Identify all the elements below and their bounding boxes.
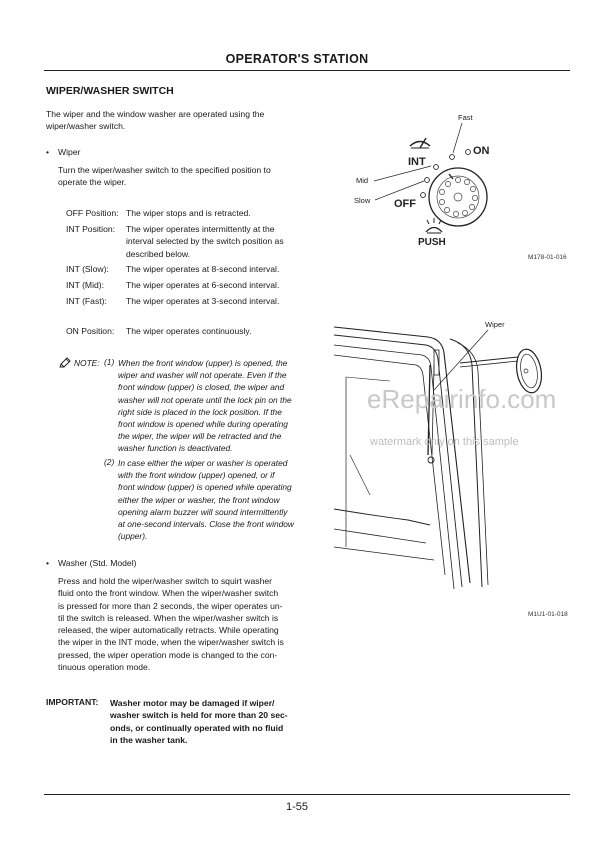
wiper-bullet-label: • Wiper xyxy=(58,146,80,158)
position-desc: The wiper operates at 3-second interval. xyxy=(126,296,280,306)
mid-dot xyxy=(425,178,430,183)
figure1-code: M178-01-016 xyxy=(528,254,567,261)
watermark-sub: watermark only on this sample xyxy=(370,436,519,448)
wiper-description xyxy=(58,164,323,189)
off-label: OFF xyxy=(394,198,416,210)
position-term: INT (Fast): xyxy=(66,296,107,306)
note-item-2 xyxy=(118,457,323,542)
important-line: onds, or continually operated with no fluid xyxy=(110,722,284,733)
position-desc: The wiper operates at 8-second interval. xyxy=(126,264,280,274)
figure2-code: M1U1-01-018 xyxy=(528,611,568,618)
note-line: the wiper, the wiper will be retracted and the xyxy=(118,431,282,442)
fast-dot xyxy=(450,155,455,160)
slow-label: Slow xyxy=(354,196,371,205)
washer-line: the wiper in the INT mode, when the wiper/washer switch is xyxy=(58,637,284,648)
note-line: opening alarm buzzer will sound intermittently xyxy=(118,506,288,517)
note-line: washer will not operate until the lock pin on the xyxy=(118,394,292,405)
position-desc: The wiper operates continuously. xyxy=(126,326,252,336)
mid-label: Mid xyxy=(356,176,369,185)
fast-label: Fast xyxy=(458,113,473,122)
washer-line: til the switch is released. When the wiper/washer switch is xyxy=(58,612,279,623)
on-dot xyxy=(466,150,471,155)
mid-leader xyxy=(374,166,431,181)
washer-line: released, the wiper automatically retracts. While operating xyxy=(58,625,279,636)
important-line: washer switch is held for more than 20 sec- xyxy=(110,710,288,721)
note-line: front window is opened while during operating xyxy=(118,419,288,430)
note-item-number: (2) xyxy=(104,457,115,467)
header-rule xyxy=(44,70,570,71)
position-term: OFF Position: xyxy=(66,208,119,218)
position-desc-line: The wiper operates intermittently at the xyxy=(126,224,275,234)
position-desc-line: described below. xyxy=(126,248,191,259)
wiper-symbol-icon xyxy=(410,138,430,148)
important-label: IMPORTANT: xyxy=(46,697,99,707)
note-line: with the front window (upper) opened, or if xyxy=(118,470,275,481)
important-line: Washer motor may be damaged if wiper/ xyxy=(110,698,275,708)
footer-rule xyxy=(44,794,570,795)
note-label: NOTE: xyxy=(74,358,100,368)
note-line: (upper). xyxy=(118,531,148,542)
position-desc: The wiper operates at 6-second interval. xyxy=(126,280,280,290)
wiper-desc-line: operate the wiper. xyxy=(58,177,127,188)
washer-line: tinuous operation mode. xyxy=(58,662,151,673)
washer-line: fluid onto the front window. When the wiper/washer switch xyxy=(58,588,279,599)
position-term: INT (Mid): xyxy=(66,280,105,290)
cab-window-figure xyxy=(330,315,580,605)
washer-line: pressed, the wiper operation mode is changed to the con- xyxy=(58,649,278,660)
position-term: INT (Slow): xyxy=(66,264,109,274)
note-pencil-icon xyxy=(58,356,72,374)
washer-line: is pressed for more than 2 seconds, the wiper operates un- xyxy=(58,600,283,611)
wiper-switch-figure xyxy=(340,105,580,270)
on-label: ON xyxy=(473,145,490,157)
position-desc: The wiper stops and is retracted. xyxy=(126,208,251,218)
positions-list xyxy=(66,207,326,337)
watermark-main: eRepairinfo.com xyxy=(367,384,557,414)
off-dot xyxy=(421,193,426,198)
position-desc-line: interval selected by the switch position as xyxy=(126,236,284,247)
position-term: INT Position: xyxy=(66,224,116,234)
push-label: PUSH xyxy=(418,237,446,248)
intro-line: The wiper and the window washer are operated using the xyxy=(46,109,265,119)
note-line: In case either the wiper or washer is operated xyxy=(118,458,288,468)
washer-description xyxy=(58,575,318,673)
important-line: in the washer tank. xyxy=(110,734,188,745)
note-line: front window (upper) is closed, the wiper and xyxy=(118,382,285,393)
note-item-number: (1) xyxy=(104,357,115,367)
section-title: WIPER/WASHER SWITCH xyxy=(46,85,174,97)
int-label: INT xyxy=(408,156,426,168)
position-term: ON Position: xyxy=(66,326,115,336)
note-line: washer function is deactivated. xyxy=(118,443,233,454)
intro-line: wiper/washer switch. xyxy=(46,121,126,132)
important-text xyxy=(110,697,325,746)
note-line: front window (upper) is opened while operating xyxy=(118,482,292,493)
page-number: 1-55 xyxy=(285,801,309,813)
note-line: right side is placed in the lock position. If the xyxy=(118,406,282,417)
washer-line: Press and hold the wiper/washer switch to squirt washer xyxy=(58,576,272,586)
washer-bullet-label: • Washer (Std. Model) xyxy=(58,557,136,569)
note-line: either the wiper or washer, the front window xyxy=(118,494,280,505)
wiper-leader xyxy=(434,330,488,390)
note-line: wiper and washer will not operate. Even if the xyxy=(118,370,287,381)
note-line: When the front window (upper) is opened, the xyxy=(118,358,288,368)
wiper-label: Wiper xyxy=(485,320,505,329)
switch-knob xyxy=(429,168,487,226)
note-item-1 xyxy=(118,357,323,455)
page-header-title: OPERATOR'S STATION xyxy=(225,52,369,66)
fast-leader xyxy=(453,123,462,153)
intro-text xyxy=(46,108,321,133)
int-dot xyxy=(434,165,439,170)
wiper-desc-line: Turn the wiper/washer switch to the specified position to xyxy=(58,165,271,175)
note-line: at one-second intervals. Close the front window xyxy=(118,519,294,530)
